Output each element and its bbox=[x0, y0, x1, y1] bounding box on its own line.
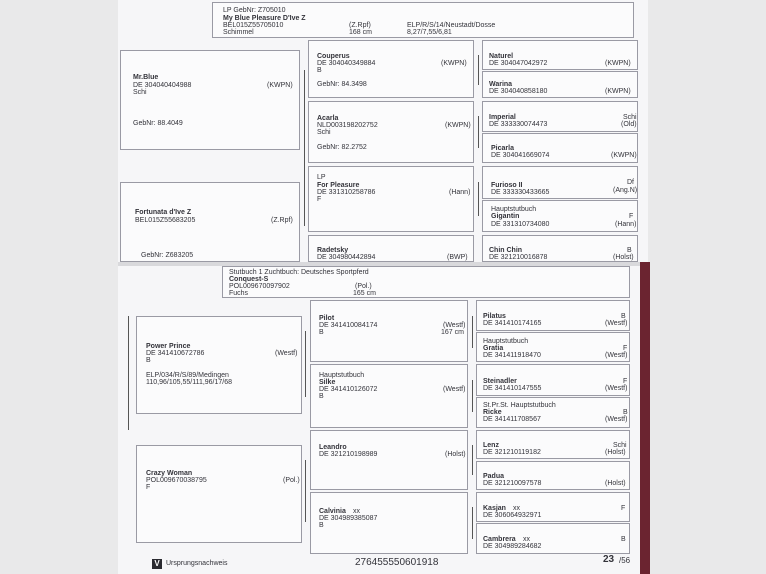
bottom-sire-id: DE 341410672786 bbox=[146, 350, 205, 357]
bottom-dam-id: POL009670038795 bbox=[146, 477, 207, 484]
bottom-gen2-book-2: (Westf) bbox=[443, 386, 466, 393]
top-gen3-name-3: Imperial bbox=[489, 114, 516, 121]
top-gen3-box-5 bbox=[482, 166, 638, 199]
bottom-gen2-name-2: Silke bbox=[319, 379, 336, 386]
bottom-gen2-id-1: DE 341410084174 bbox=[319, 322, 378, 329]
bottom-gen3-suffix-8: xx bbox=[523, 536, 530, 543]
bottom-header-box bbox=[222, 266, 630, 298]
footer-number: 276455550601918 bbox=[355, 557, 439, 568]
bottom-gen2-box-3 bbox=[310, 430, 468, 490]
bottom-header-studbook: (Pol.) bbox=[355, 283, 372, 290]
bottom-gen3-name-8: Cambrera bbox=[483, 536, 516, 543]
top-bracket-line bbox=[478, 182, 479, 216]
bottom-gen3-book-4: (Westf) bbox=[605, 416, 628, 423]
bottom-dam-box bbox=[136, 445, 302, 543]
bottom-gen3-pre-4: St.Pr.St. Hauptstutbuch bbox=[483, 402, 556, 409]
bottom-gen3-id-8: DE 304989284682 bbox=[483, 543, 542, 550]
bottom-gen2-height-1: 167 cm bbox=[441, 329, 464, 336]
top-header-scores: 8,27/7,55/6,81 bbox=[407, 29, 452, 36]
top-bracket-line bbox=[478, 116, 479, 148]
top-header-box bbox=[212, 2, 634, 38]
bottom-gen3-color-7: F bbox=[621, 505, 626, 512]
bottom-gen2-name-4: Calvinia bbox=[319, 508, 346, 515]
top-gen2-name-1: Couperus bbox=[317, 53, 350, 60]
top-gen2-id-3: DE 331310258786 bbox=[317, 189, 376, 196]
top-gen2-pre-3: LP bbox=[317, 174, 326, 181]
bottom-gen2-name-3: Leandro bbox=[319, 444, 347, 451]
bottom-gen2-box-2 bbox=[310, 364, 468, 428]
bottom-gen3-box-2 bbox=[476, 332, 630, 362]
bottom-gen3-color-2: F bbox=[623, 345, 628, 352]
top-gen2-book-1: (KWPN) bbox=[441, 60, 467, 67]
top-gen3-box-1 bbox=[482, 40, 638, 70]
footer-total: /56 bbox=[619, 556, 631, 565]
bottom-gen3-box-8 bbox=[476, 523, 630, 554]
top-gen2-book-3: (Hann) bbox=[449, 189, 471, 196]
top-gen2-gebnr-2: GebNr: 82.2752 bbox=[317, 144, 367, 151]
top-gen3-book-1: (KWPN) bbox=[605, 60, 631, 67]
top-gen2-color-2: Schi bbox=[317, 129, 331, 136]
bottom-gen2-book-3: (Holst) bbox=[445, 451, 466, 458]
top-gen3-color-7: B bbox=[627, 247, 632, 254]
bottom-dam-name: Crazy Woman bbox=[146, 470, 193, 477]
bottom-bracket-line bbox=[472, 445, 473, 475]
top-header-color: Schimmel bbox=[223, 29, 254, 36]
top-gen2-id-1: DE 304040349884 bbox=[317, 60, 376, 67]
bottom-gen3-name-7: Kasjan bbox=[483, 505, 506, 512]
bottom-gen2-color-2: B bbox=[319, 393, 324, 400]
bottom-sire-name: Power Prince bbox=[146, 343, 191, 350]
bottom-header-color: Fuchs bbox=[229, 290, 249, 297]
top-gen3-box-7 bbox=[482, 235, 638, 262]
bottom-gen3-book-6: (Holst) bbox=[605, 480, 626, 487]
top-gen3-id-7: DE 321210016878 bbox=[489, 254, 548, 261]
bottom-gen3-box-6 bbox=[476, 461, 630, 490]
top-gen3-box-4 bbox=[482, 133, 638, 163]
bottom-gen3-name-4: Ricke bbox=[483, 409, 502, 416]
top-gen3-id-3: DE 333330074473 bbox=[489, 121, 548, 128]
top-gen2-color-1: B bbox=[317, 67, 322, 74]
top-dam-gebnr: GebNr: Z683205 bbox=[141, 252, 194, 259]
top-header-line1: LP GebNr: Z705010 bbox=[223, 7, 286, 14]
top-gen3-box-6 bbox=[482, 200, 638, 232]
bottom-gen3-id-1: DE 341410174165 bbox=[483, 320, 542, 327]
top-gen2-box-3 bbox=[308, 166, 474, 232]
bottom-gen2-color-4: B bbox=[319, 522, 324, 529]
top-gen3-box-2 bbox=[482, 71, 638, 98]
top-sire-color: Schi bbox=[133, 89, 147, 96]
top-gen2-box-1 bbox=[308, 40, 474, 98]
top-bracket-line bbox=[478, 55, 479, 85]
top-gen3-box-3 bbox=[482, 101, 638, 132]
top-gen3-name-1: Naturel bbox=[489, 53, 514, 60]
bottom-gen2-book-1: (Westf) bbox=[443, 322, 466, 329]
bottom-bracket-line bbox=[472, 507, 473, 539]
bottom-dam-book: (Pol.) bbox=[283, 477, 300, 484]
top-sire-box bbox=[120, 50, 300, 150]
top-dam-book: (Z.Rpf) bbox=[271, 217, 293, 224]
footer-badge: V bbox=[152, 559, 162, 569]
top-gen3-id-1: DE 304047042972 bbox=[489, 60, 548, 67]
top-gen3-color-6: F bbox=[629, 213, 634, 220]
top-header-name: My Blue Pleasure D'Ive Z bbox=[223, 15, 306, 22]
bottom-gen3-color-3: F bbox=[623, 378, 628, 385]
bottom-gen3-name-2: Gratia bbox=[483, 345, 504, 352]
bottom-sire-book: (Westf) bbox=[275, 350, 298, 357]
top-gen3-color-5: Df bbox=[627, 179, 634, 186]
bottom-sire-perf: ELP/034/R/S/89/Medingen bbox=[146, 372, 229, 379]
bottom-gen3-color-5: Schi bbox=[613, 442, 627, 449]
page-edge bbox=[640, 262, 650, 574]
bottom-sire-color: B bbox=[146, 357, 151, 364]
bottom-gen3-id-5: DE 321210119182 bbox=[483, 449, 541, 456]
bottom-dam-color: F bbox=[146, 484, 151, 491]
bottom-gen3-id-7: DE 306064932971 bbox=[483, 512, 542, 519]
bottom-bracket-line bbox=[472, 316, 473, 348]
top-sire-id: DE 304040404988 bbox=[133, 82, 192, 89]
bottom-gen3-book-1: (Westf) bbox=[605, 320, 628, 327]
bottom-gen2-suffix-4: xx bbox=[353, 508, 360, 515]
bottom-header-name: Conquest-S bbox=[229, 276, 269, 283]
top-gen2-id-2: NLD003198202752 bbox=[317, 122, 378, 129]
top-gen2-name-2: Acarla bbox=[317, 115, 339, 122]
footer-label: Ursprungsnachweis bbox=[166, 560, 228, 567]
bottom-gen3-box-3 bbox=[476, 364, 630, 396]
top-gen3-name-6: Gigantin bbox=[491, 213, 520, 220]
bottom-gen3-id-6: DE 321210097578 bbox=[483, 480, 542, 487]
top-gen2-id-4: DE 304980442894 bbox=[317, 254, 376, 261]
top-gen3-book-7: (Holst) bbox=[613, 254, 634, 261]
top-gen2-gebnr-1: GebNr: 84.3498 bbox=[317, 81, 367, 88]
bottom-header-height: 165 cm bbox=[353, 290, 376, 297]
bottom-gen3-box-1 bbox=[476, 300, 630, 331]
bottom-gen2-name-1: Pilot bbox=[319, 315, 335, 322]
top-dam-id: BEL015Z55683205 bbox=[135, 217, 196, 224]
bottom-gen2-pre-2: Hauptstutbuch bbox=[319, 372, 365, 379]
bottom-header-id: POL009670097902 bbox=[229, 283, 290, 290]
bottom-gen3-suffix-7: xx bbox=[513, 505, 520, 512]
bottom-header-line1: Stutbuch 1 Zuchtbuch: Deutsches Sportpferd bbox=[229, 269, 369, 276]
top-gen3-color-3: Schi bbox=[623, 114, 637, 121]
top-gen3-book-5: (Ang.N) bbox=[613, 187, 638, 194]
bottom-gen3-box-4 bbox=[476, 397, 630, 428]
top-sire-book: (KWPN) bbox=[267, 82, 293, 89]
top-gen3-name-2: Warina bbox=[489, 81, 513, 88]
top-bracket-line bbox=[304, 70, 305, 226]
bottom-gen2-box-4 bbox=[310, 492, 468, 554]
bottom-gen3-id-4: DE 341411708567 bbox=[483, 416, 541, 423]
bottom-gen3-color-4: B bbox=[623, 409, 628, 416]
bottom-gen3-name-3: Steinadler bbox=[483, 378, 517, 385]
top-gen3-book-6: (Hann) bbox=[615, 221, 637, 228]
top-header-studbook: (Z.Rpf) bbox=[349, 22, 371, 29]
bottom-gen3-name-5: Lenz bbox=[483, 442, 499, 449]
top-gen2-name-4: Radetsky bbox=[317, 247, 349, 254]
top-gen2-color-3: F bbox=[317, 196, 322, 203]
bottom-sire-scores: 110,96/105,55/111,96/17/68 bbox=[146, 379, 233, 386]
top-gen2-box-2 bbox=[308, 101, 474, 163]
bottom-bracket-line bbox=[128, 316, 129, 430]
bottom-gen3-book-3: (Westf) bbox=[605, 385, 628, 392]
top-header-height: 168 cm bbox=[349, 29, 372, 36]
bottom-gen2-id-4: DE 304989385087 bbox=[319, 515, 378, 522]
top-gen2-box-4 bbox=[308, 235, 474, 262]
bottom-gen3-box-5 bbox=[476, 430, 630, 459]
top-header-perf: ELP/R/S/14/Neustadt/Dosse bbox=[407, 22, 496, 29]
top-dam-name: Fortunata d'Ive Z bbox=[135, 209, 192, 216]
top-gen3-book-3: (Old) bbox=[621, 121, 637, 128]
top-gen3-id-6: DE 331310734080 bbox=[491, 221, 550, 228]
bottom-gen2-id-2: DE 341410126072 bbox=[319, 386, 378, 393]
top-gen2-book-2: (KWPN) bbox=[445, 122, 471, 129]
footer-page: 23 bbox=[603, 554, 615, 565]
top-gen3-book-4: (KWPN) bbox=[611, 152, 637, 159]
top-gen3-name-7: Chin Chin bbox=[489, 247, 523, 254]
top-dam-box bbox=[120, 182, 300, 262]
bottom-bracket-line bbox=[305, 331, 306, 397]
bottom-gen3-book-5: (Holst) bbox=[605, 449, 626, 456]
top-gen2-book-4: (BWP) bbox=[447, 254, 468, 261]
top-gen3-name-4: Picarla bbox=[491, 145, 514, 152]
top-gen3-pre-6: Hauptstutbuch bbox=[491, 206, 537, 213]
bottom-gen3-name-1: Pilatus bbox=[483, 313, 506, 320]
bottom-gen3-id-2: DE 341411918470 bbox=[483, 352, 541, 359]
bottom-gen3-color-1: B bbox=[621, 313, 626, 320]
bottom-sire-box bbox=[136, 316, 302, 414]
top-sire-name: Mr.Blue bbox=[133, 74, 159, 81]
bottom-gen3-id-3: DE 341410147555 bbox=[483, 385, 542, 392]
bottom-bracket-line bbox=[472, 380, 473, 412]
bottom-gen3-box-7 bbox=[476, 492, 630, 522]
bottom-gen2-color-1: B bbox=[319, 329, 324, 336]
bottom-gen2-id-3: DE 321210198989 bbox=[319, 451, 378, 458]
bottom-gen3-pre-2: Hauptstutbuch bbox=[483, 338, 529, 345]
top-gen3-id-2: DE 304040858180 bbox=[489, 88, 548, 95]
top-gen3-id-4: DE 304041669074 bbox=[491, 152, 550, 159]
bottom-gen3-book-2: (Westf) bbox=[605, 352, 628, 359]
bottom-bracket-line bbox=[305, 460, 306, 522]
top-gen2-name-3: For Pleasure bbox=[317, 182, 360, 189]
bottom-gen3-name-6: Padua bbox=[483, 473, 505, 480]
top-gen3-book-2: (KWPN) bbox=[605, 88, 631, 95]
top-gen3-name-5: Furioso II bbox=[491, 182, 523, 189]
top-sire-gebnr: GebNr: 88.4049 bbox=[133, 120, 183, 127]
bottom-gen2-box-1 bbox=[310, 300, 468, 362]
top-gen3-id-5: DE 333330433665 bbox=[491, 189, 550, 196]
top-header-id: BEL015Z55705010 bbox=[223, 22, 284, 29]
bottom-gen3-color-8: B bbox=[621, 536, 626, 543]
